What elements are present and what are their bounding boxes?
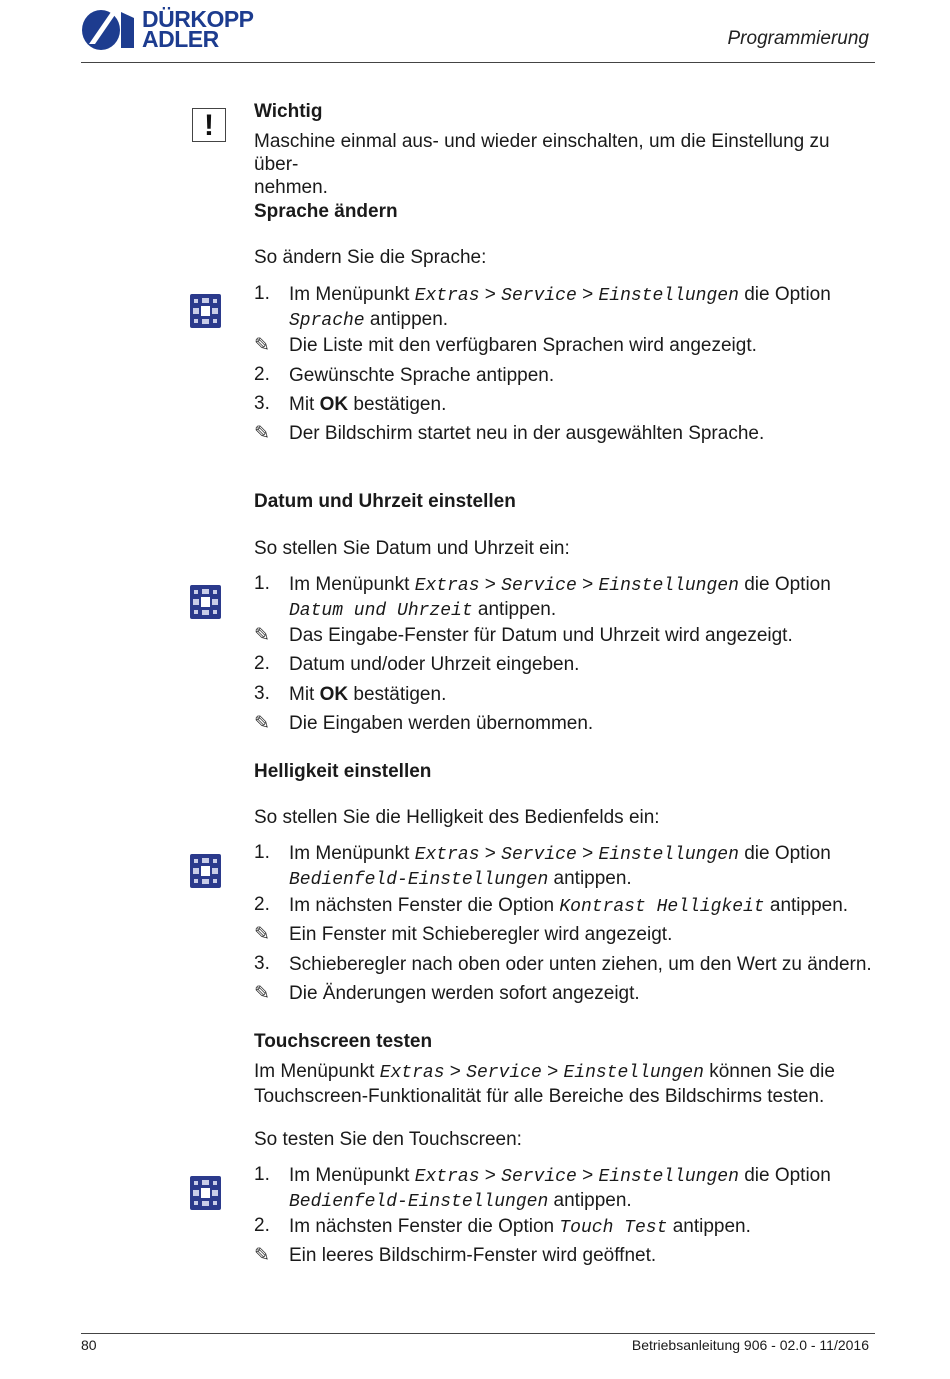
text: antippen.	[672, 1216, 751, 1237]
result-arrow-icon: ✎	[254, 335, 270, 356]
text: bestätigen.	[353, 394, 447, 415]
menu-path-settings: Einstellungen	[598, 286, 739, 306]
menu-path-service: Service	[501, 286, 577, 306]
section-title-brightness: Helligkeit einstellen	[254, 761, 432, 782]
result-arrow-icon: ✎	[254, 713, 270, 734]
step-number: 1.	[254, 1164, 270, 1185]
brightness-step-3: Schieberegler nach oben oder unten ziehen, um den Wert zu ändern.	[289, 954, 872, 975]
control-panel-icon	[190, 854, 221, 888]
menu-path-settings: Einstellungen	[598, 576, 739, 596]
text: Im nächsten Fenster die Option	[289, 1216, 555, 1237]
step-number: 3.	[254, 953, 270, 974]
touch-step-2	[289, 1215, 879, 1240]
step-number: 1.	[254, 842, 270, 863]
section-title-touch: Touchscreen testen	[254, 1031, 433, 1052]
language-step-2: Gewünschte Sprache antippen.	[289, 365, 555, 386]
dürkopp-adler-logo	[81, 8, 271, 54]
datetime-intro: So stellen Sie Datum und Uhrzeit ein:	[254, 538, 570, 559]
header-rule	[81, 62, 875, 63]
menu-path-extras: Extras	[414, 286, 480, 306]
menu-path-settings: Einstellungen	[598, 1167, 739, 1187]
menu-path-service: Service	[501, 576, 577, 596]
path-separator: >	[484, 1165, 496, 1186]
step-number: 1.	[254, 283, 270, 304]
page-number: 80	[81, 1337, 97, 1353]
step-number: 2.	[254, 1215, 270, 1236]
menu-path-extras: Extras	[414, 1167, 480, 1187]
text: Im Menüpunkt	[289, 284, 410, 305]
language-result-2: Der Bildschirm startet neu in der ausgewählten Sprache.	[289, 423, 765, 444]
menu-path-extras: Extras	[414, 845, 480, 865]
notice-title: Wichtig	[254, 101, 323, 122]
text: Im nächsten Fenster die Option	[289, 895, 555, 916]
menu-path-service: Service	[501, 845, 577, 865]
datetime-step-2: Datum und/oder Uhrzeit eingeben.	[289, 654, 580, 675]
path-separator: >	[582, 284, 594, 305]
ok-label: OK	[319, 684, 349, 705]
text: Mit	[289, 684, 315, 705]
option-name: Sprache	[289, 311, 365, 331]
path-separator: >	[449, 1061, 461, 1082]
brightness-step-1	[289, 842, 879, 892]
text: Touchscreen-Funktionalität für alle Bereiche des Bildschirms testen.	[254, 1086, 825, 1107]
brightness-intro: So stellen Sie die Helligkeit des Bedienfelds ein:	[254, 807, 660, 828]
logo-line-2: ADLER	[142, 26, 219, 52]
control-panel-icon	[190, 585, 221, 619]
step-number: 2.	[254, 364, 270, 385]
touch-description	[254, 1060, 874, 1108]
ok-label: OK	[319, 394, 349, 415]
path-separator: >	[582, 1165, 594, 1186]
result-arrow-icon: ✎	[254, 625, 270, 646]
touch-result-1: Ein leeres Bildschirm-Fenster wird geöffnet.	[289, 1245, 657, 1266]
step-number: 2.	[254, 894, 270, 915]
datetime-result-2: Die Eingaben werden übernommen.	[289, 713, 594, 734]
path-separator: >	[484, 574, 496, 595]
text: Im Menüpunkt	[289, 1165, 410, 1186]
datetime-step-1	[289, 573, 879, 623]
menu-path-service: Service	[501, 1167, 577, 1187]
step-number: 3.	[254, 683, 270, 704]
step-number: 3.	[254, 393, 270, 414]
language-step-3	[289, 393, 879, 416]
text: die Option	[744, 284, 831, 305]
language-step-1	[289, 283, 879, 333]
option-name: Touch Test	[559, 1218, 668, 1238]
text: können Sie die	[709, 1061, 835, 1082]
language-intro: So ändern Sie die Sprache:	[254, 247, 487, 268]
brightness-result-2: Die Änderungen werden sofort angezeigt.	[289, 983, 640, 1004]
text: antippen.	[553, 1190, 632, 1211]
text: antippen.	[369, 309, 449, 330]
brightness-result-1: Ein Fenster mit Schieberegler wird angezeigt.	[289, 924, 673, 945]
control-panel-icon	[190, 294, 221, 328]
option-name: Bedienfeld-Einstellungen	[289, 1192, 549, 1212]
datetime-step-3	[289, 683, 879, 706]
brightness-step-2	[289, 894, 879, 919]
path-separator: >	[484, 843, 496, 864]
menu-path-settings: Einstellungen	[598, 845, 739, 865]
section-title-datetime: Datum und Uhrzeit einstellen	[254, 491, 516, 512]
menu-path-service: Service	[466, 1063, 542, 1083]
text: antippen.	[477, 599, 557, 620]
result-arrow-icon: ✎	[254, 423, 270, 444]
menu-path-settings: Einstellungen	[563, 1063, 704, 1083]
path-separator: >	[484, 284, 496, 305]
notice-text	[254, 130, 874, 199]
warning-icon: !	[192, 108, 226, 142]
text: die Option	[744, 1165, 831, 1186]
menu-path-extras: Extras	[379, 1063, 445, 1083]
result-arrow-icon: ✎	[254, 1245, 270, 1266]
touch-step-1	[289, 1164, 879, 1214]
touch-intro: So testen Sie den Touchscreen:	[254, 1129, 522, 1150]
logo-line-1: DÜRKOPP	[142, 6, 254, 32]
path-separator: >	[582, 843, 594, 864]
control-panel-icon	[190, 1176, 221, 1210]
text: die Option	[744, 574, 831, 595]
logo-wordmark	[142, 6, 254, 52]
result-arrow-icon: ✎	[254, 924, 270, 945]
text: Im Menüpunkt	[254, 1061, 375, 1082]
notice-text-line-2: nehmen.	[254, 177, 328, 198]
section-header: Programmierung	[727, 28, 869, 49]
footer-rule	[81, 1333, 875, 1334]
logo-emblem-icon	[81, 8, 137, 52]
notice-text-line-1: Maschine einmal aus- und wieder einschalten, um die Einstellung zu über-	[254, 131, 830, 175]
option-name: Kontrast Helligkeit	[559, 897, 765, 917]
datetime-result-1: Das Eingabe-Fenster für Datum und Uhrzeit wird angezeigt.	[289, 625, 793, 646]
option-name: Datum und Uhrzeit	[289, 601, 473, 621]
language-result-1: Die Liste mit den verfügbaren Sprachen wird angezeigt.	[289, 335, 757, 356]
path-separator: >	[547, 1061, 559, 1082]
option-name: Bedienfeld-Einstellungen	[289, 870, 549, 890]
result-arrow-icon: ✎	[254, 983, 270, 1004]
section-title-language: Sprache ändern	[254, 201, 398, 222]
text: antippen.	[769, 895, 849, 916]
document-reference: Betriebsanleitung 906 - 02.0 - 11/2016	[631, 1337, 869, 1353]
text: antippen.	[553, 868, 632, 889]
menu-path-extras: Extras	[414, 576, 480, 596]
step-number: 2.	[254, 653, 270, 674]
text: bestätigen.	[353, 684, 447, 705]
text: die Option	[744, 843, 831, 864]
step-number: 1.	[254, 573, 270, 594]
text: Im Menüpunkt	[289, 574, 410, 595]
text: Im Menüpunkt	[289, 843, 410, 864]
text: Mit	[289, 394, 315, 415]
path-separator: >	[582, 574, 594, 595]
